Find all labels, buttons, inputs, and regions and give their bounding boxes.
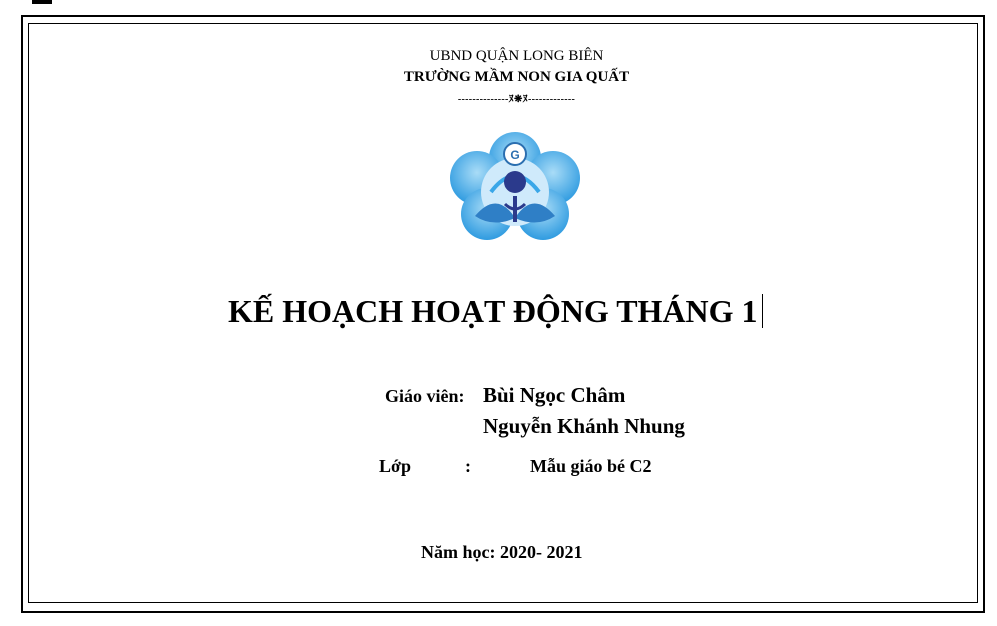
class-colon: : [465, 456, 471, 476]
corner-mark [32, 0, 52, 4]
school-name: TRƯỜNG MẦM NON GIA QUẤT [403, 69, 630, 85]
svg-text:G: G [510, 148, 520, 162]
school-logo-icon [445, 130, 585, 242]
school-year: Năm học: 2020- 2021 [421, 542, 583, 562]
teacher-name: Nguyễn Khánh Nhung [483, 414, 685, 438]
class-label: Lớp [379, 456, 411, 476]
text-cursor [762, 294, 763, 328]
header-ornament: --------------ﾇ❋ﾇ------------- [457, 94, 576, 105]
district-name: UBND QUẬN LONG BIÊN [429, 48, 604, 64]
page-title: KẾ HOẠCH HOẠT ĐỘNG THÁNG 1 [228, 293, 763, 330]
class-value: Mẫu giáo bé C2 [530, 456, 652, 476]
teacher-name: Bùi Ngọc Châm [483, 383, 626, 407]
teacher-label: Giáo viên: [385, 386, 465, 406]
